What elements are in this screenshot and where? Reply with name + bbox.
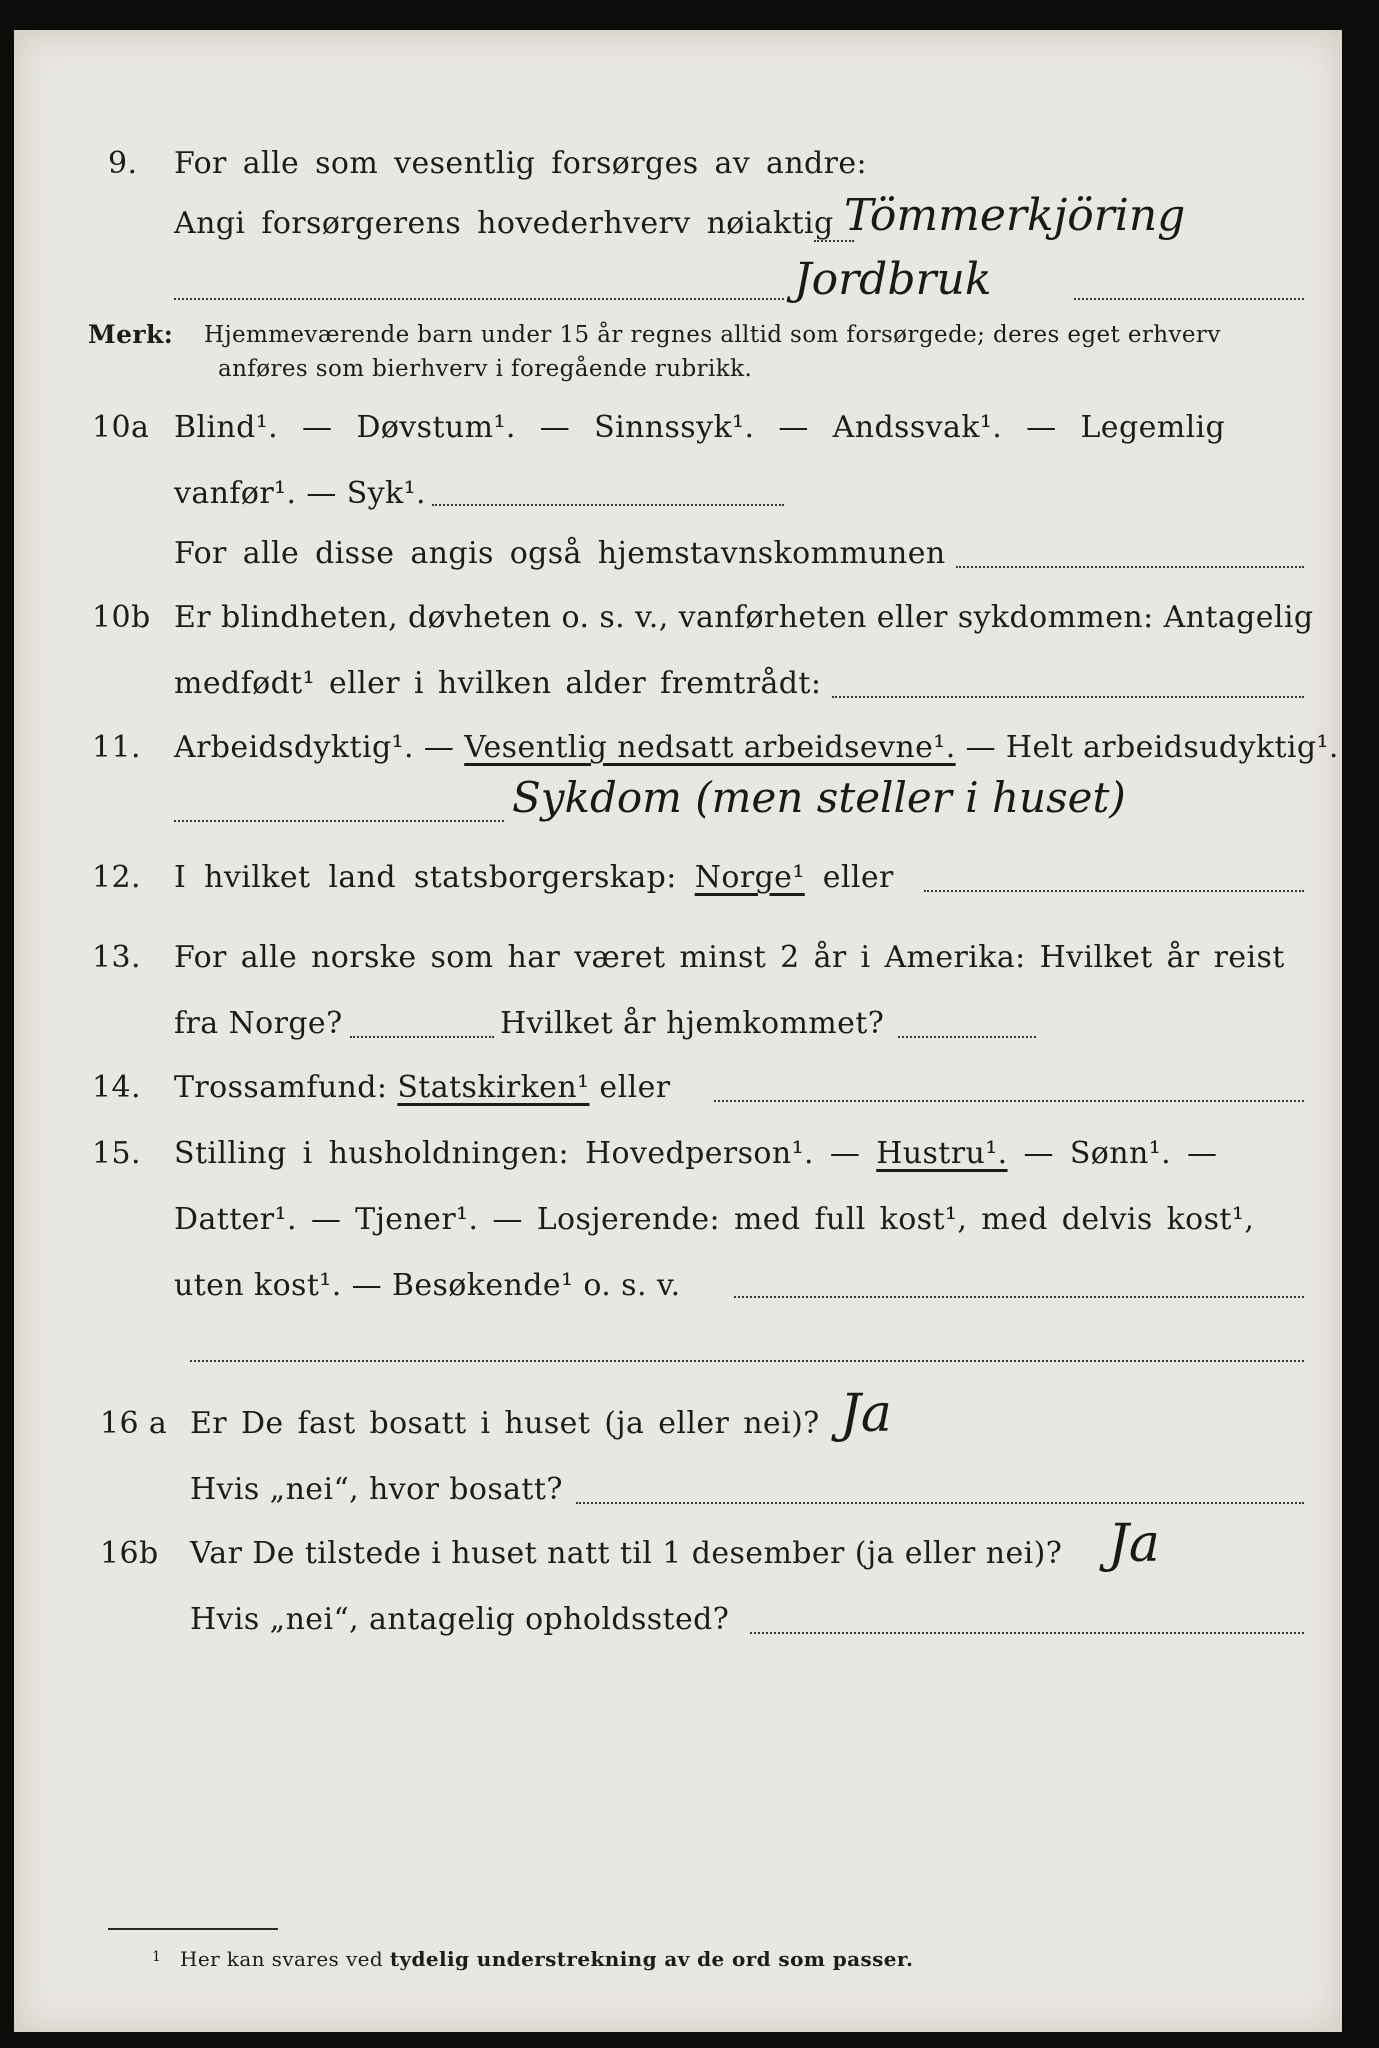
q10a-number: 10a — [92, 410, 150, 445]
q11-handwritten-answer: Sykdom (men steller i huset) — [512, 773, 1126, 822]
q13-dotted-line-1 — [350, 1036, 494, 1038]
q10b-number: 10b — [92, 600, 151, 635]
q14-number: 14. — [92, 1070, 141, 1105]
q11-dotted-line — [174, 820, 504, 822]
q12-line: I hvilket land statsborgerskap: Norge¹ eller — [174, 860, 894, 895]
q11-number: 11. — [92, 730, 141, 765]
q13-line2a: fra Norge? — [174, 1006, 343, 1041]
q9-dotted-line-2 — [174, 298, 784, 300]
q12-number: 12. — [92, 860, 141, 895]
q11-underlined-choice: Vesentlig nedsatt arbeidsevne¹. — [464, 730, 956, 765]
q15-number: 15. — [92, 1136, 141, 1171]
q10a-line1: Blind¹. — Døvstum¹. — Sinnssyk¹. — Andssvak¹. — Legemlig — [174, 410, 1226, 445]
q16b-dotted-line — [750, 1632, 1304, 1634]
q16b-number: 16b — [100, 1536, 159, 1571]
q10a-dotted-line-2 — [956, 566, 1304, 568]
census-form-page — [14, 30, 1342, 2032]
footnote-rule — [108, 1928, 278, 1930]
q13-number: 13. — [92, 940, 141, 975]
q15-line1: Stilling i husholdningen: Hovedperson¹. — Hustru¹. — Sønn¹. — — [174, 1136, 1218, 1171]
q16a-dotted-line — [576, 1502, 1304, 1504]
q9-number: 9. — [108, 146, 138, 181]
q16b-line2: Hvis „nei“, antagelig opholdssted? — [190, 1602, 730, 1637]
q9-line1: For alle som vesentlig forsørges av andre: — [174, 146, 868, 181]
q13-line2b: Hvilket år hjemkommet? — [500, 1006, 885, 1041]
q9-dotted-line-3 — [1074, 298, 1304, 300]
footnote-mark: 1 — [152, 1949, 162, 1965]
q10b-dotted-line — [832, 696, 1304, 698]
q15-dotted-line — [734, 1296, 1304, 1298]
q10b-line2: medfødt¹ eller i hvilken alder fremtrådt: — [174, 666, 822, 701]
q16b-line1: Var De tilstede i huset natt til 1 desember (ja eller nei)? — [190, 1536, 1063, 1571]
q9-handwritten-answer-2: Jordbruk — [794, 254, 992, 305]
q16a-line2: Hvis „nei“, hvor bosatt? — [190, 1472, 563, 1507]
q14-underlined-choice: Statskirken¹ — [397, 1070, 590, 1105]
q9-line2: Angi forsørgerens hovederhverv nøiaktig — [174, 206, 834, 241]
q16b-handwritten-answer: Ja — [1108, 1514, 1160, 1574]
merk-line1: Hjemmeværende barn under 15 år regnes alltid som forsørgede; deres eget erhverv — [204, 322, 1221, 348]
q16a-number: 16 a — [100, 1406, 168, 1441]
q12-dotted-line — [924, 890, 1304, 892]
merk-label: Merk: — [88, 320, 174, 349]
footnote-text: Her kan svares ved tydelig understrekning av de ord som passer. — [180, 1947, 914, 1971]
q10b-line1: Er blindheten, døvheten o. s. v., vanførheten eller sykdommen: Antagelig — [174, 600, 1314, 635]
q10a-line2: vanfør¹. — Syk¹. — [174, 476, 426, 511]
q14-dotted-line — [714, 1100, 1304, 1102]
q10a-dotted-line — [432, 504, 784, 506]
q15-line3: uten kost¹. — Besøkende¹ o. s. v. — [174, 1268, 681, 1303]
q15-underlined-choice: Hustru¹. — [876, 1136, 1008, 1171]
q9-handwritten-answer-1: Tömmerkjöring — [844, 190, 1186, 241]
q11-line1: Arbeidsdyktig¹. — Vesentlig nedsatt arbeidsevne¹. — Helt arbeidsudyktig¹. — [174, 730, 1339, 765]
q13-dotted-line-2 — [898, 1036, 1036, 1038]
q16a-handwritten-answer: Ja — [840, 1384, 892, 1444]
q16a-line1: Er De fast bosatt i huset (ja eller nei)? — [190, 1406, 820, 1441]
q15-line2: Datter¹. — Tjener¹. — Losjerende: med full kost¹, med delvis kost¹, — [174, 1202, 1255, 1237]
q12-underlined-choice: Norge¹ — [694, 860, 805, 895]
q10a-line3: For alle disse angis også hjemstavnskommunen — [174, 536, 946, 571]
q15-dotted-line-2 — [190, 1360, 1304, 1362]
q13-line1: For alle norske som har været minst 2 år i Amerika: Hvilket år reist — [174, 940, 1285, 975]
q14-line: Trossamfund: Statskirken¹ eller — [174, 1070, 671, 1105]
merk-line2: anføres som bierhverv i foregående rubrikk. — [218, 356, 753, 382]
